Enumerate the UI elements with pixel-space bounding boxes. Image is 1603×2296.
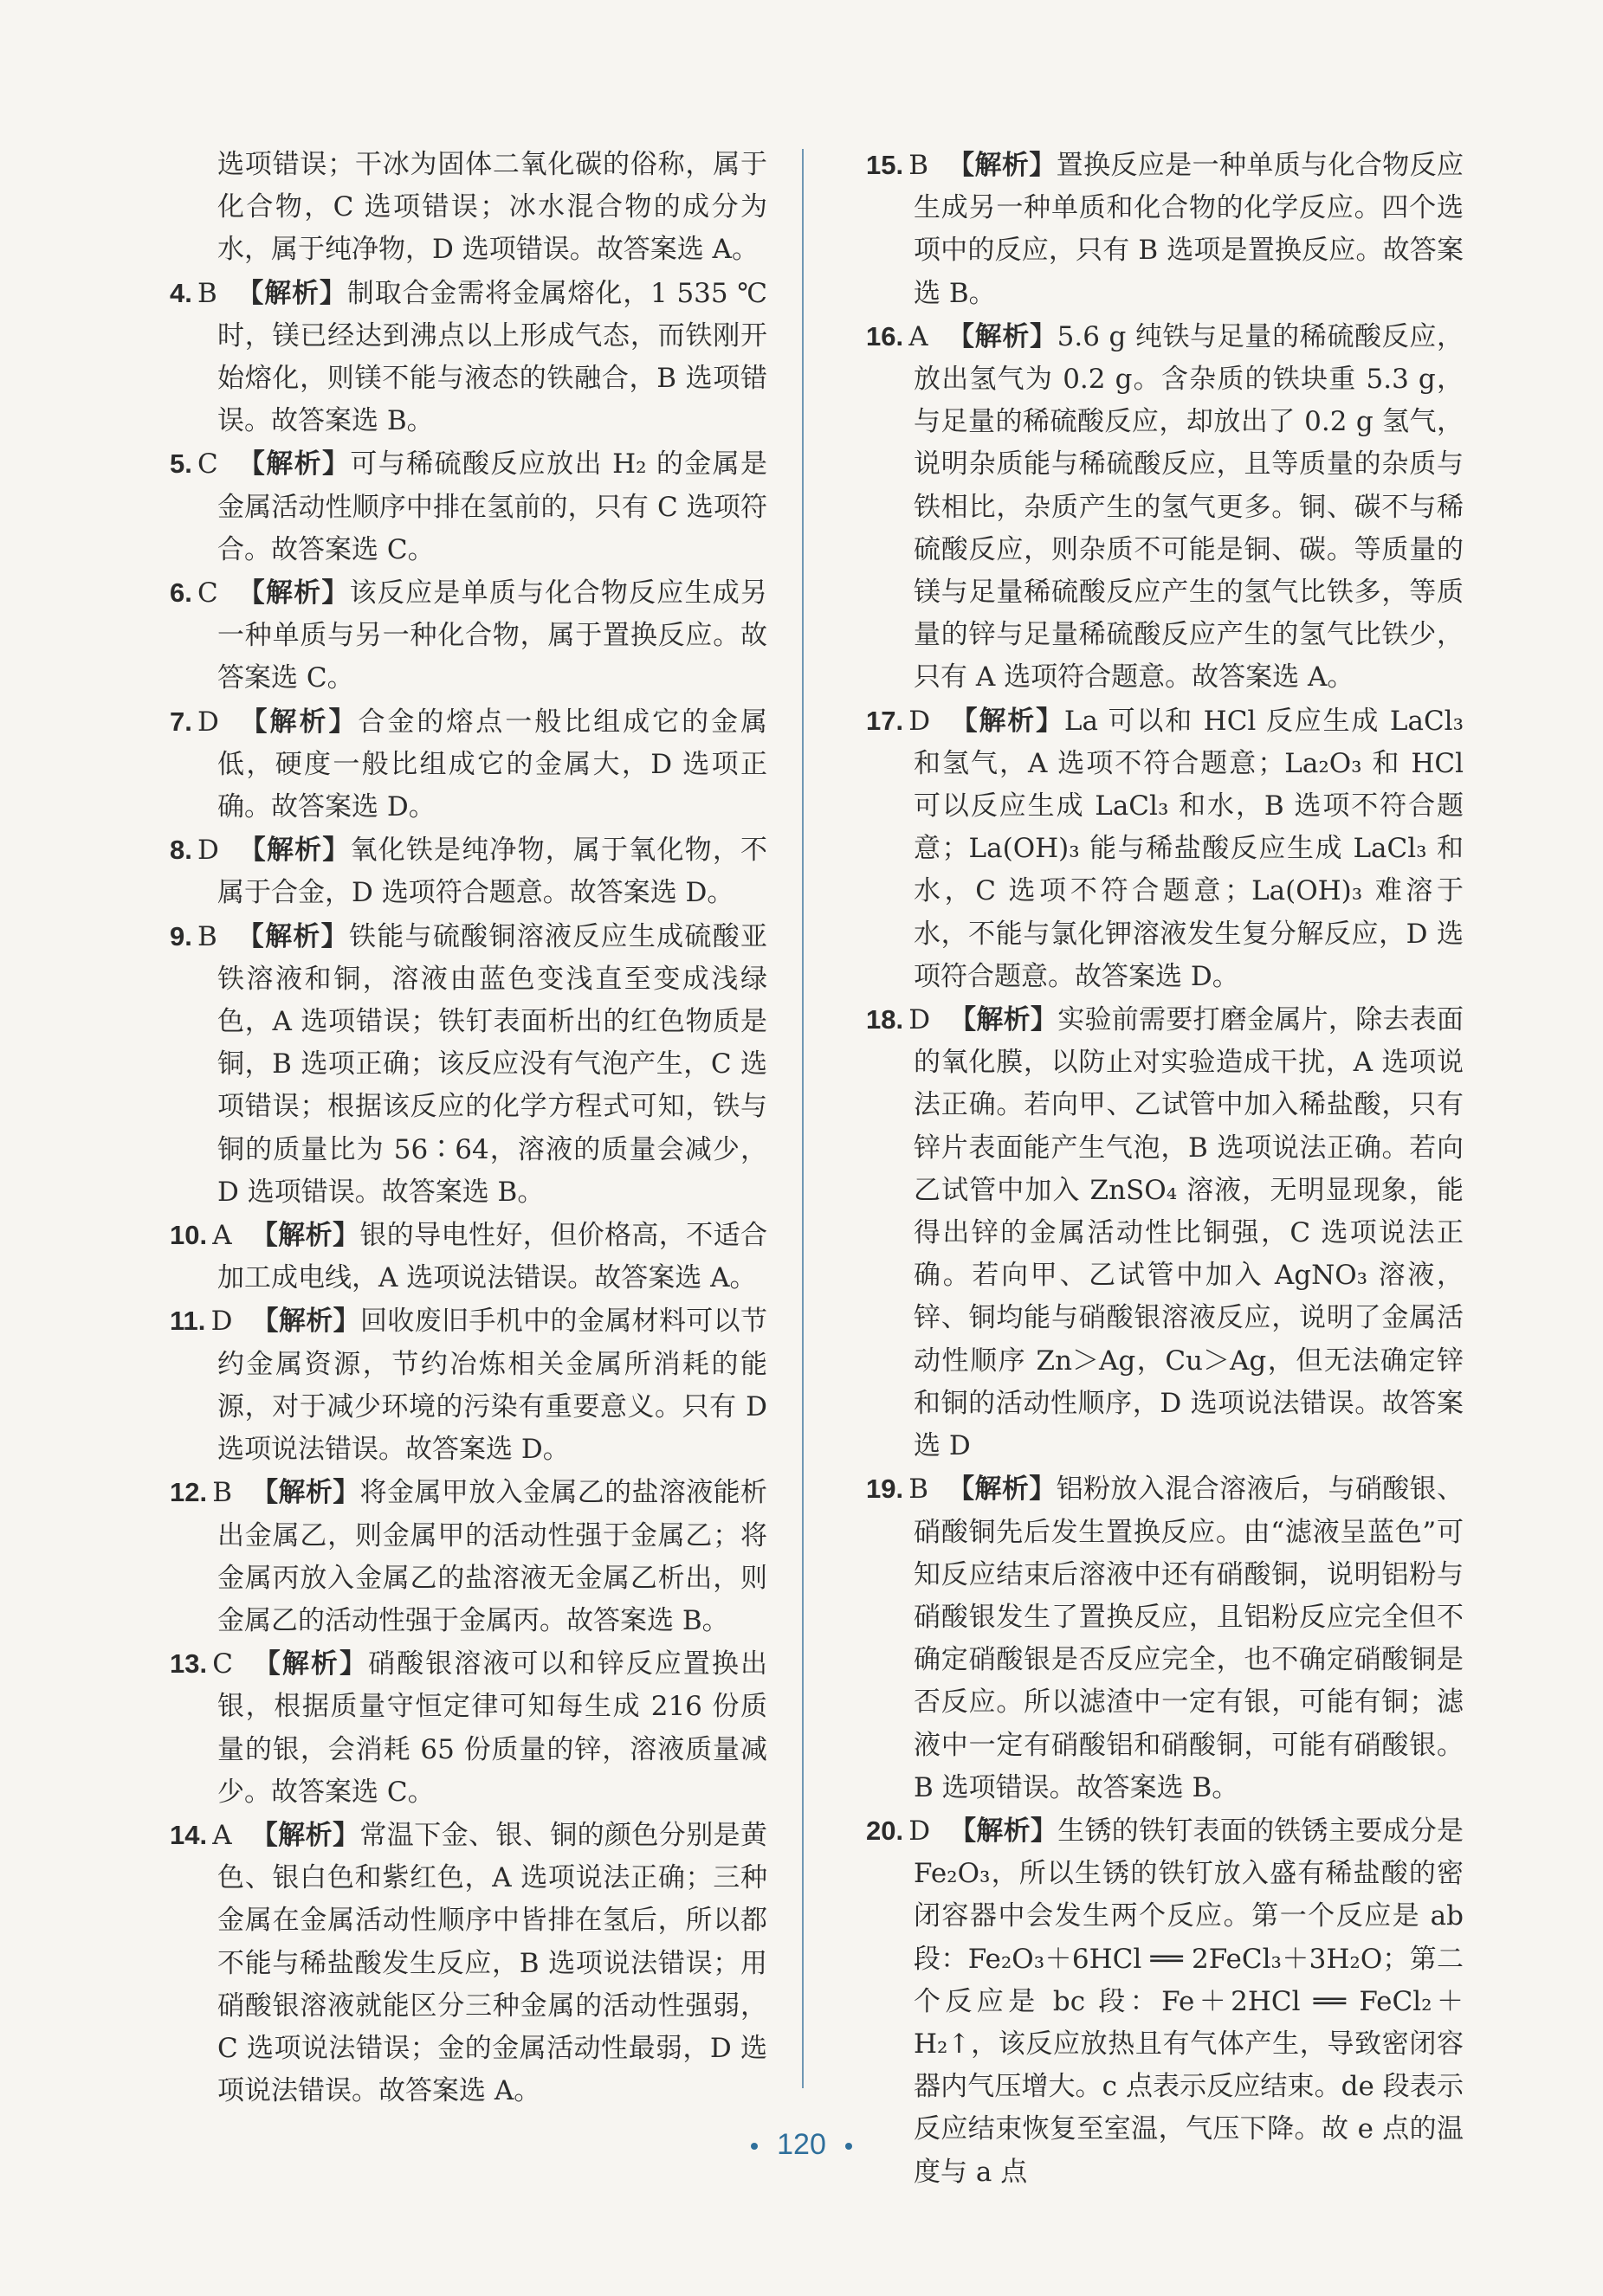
- analysis-tag: 【解析】: [236, 448, 351, 480]
- answer-choice: D: [210, 1306, 233, 1338]
- answer-choice: B: [908, 150, 929, 181]
- question-number: 10.: [170, 1220, 208, 1251]
- question-number: 5.: [170, 448, 192, 480]
- answer-item-12: [170, 1471, 767, 1642]
- analysis-tag: 【解析】: [236, 920, 349, 952]
- right-column: [866, 144, 1464, 2194]
- analysis-tag: 【解析】: [250, 1220, 360, 1252]
- answer-item-18: [866, 998, 1464, 1467]
- answer-item-10: [170, 1214, 767, 1300]
- left-column: [170, 144, 767, 2112]
- answer-text: La 可以和 HCl 反应生成 LaCl₃ 和氢气，A 选项不符合题意；La₂O₃ 和 HCl 可以反应生成 LaCl₃ 和水，B 选项不符合题意；La(OH)₃ 能与稀盐酸反应生成 LaCl₃ 和水，C 选项不符合题意；La(OH)₃ 难溶于水，不能与氯化钾溶液发生复分解反应，D 选项符合题意。故答案选 D。: [914, 705, 1464, 992]
- answer-3-continuation: [170, 144, 767, 272]
- answer-choice: D: [197, 835, 219, 867]
- analysis-tag: 【解析】: [251, 1306, 360, 1338]
- answer-choice: D: [908, 1815, 931, 1847]
- answer-choice: D: [908, 705, 931, 737]
- question-number: 4.: [170, 277, 192, 308]
- question-number: 7.: [170, 706, 192, 737]
- analysis-tag: 【解析】: [947, 150, 1057, 181]
- answer-choice: B: [908, 1474, 929, 1506]
- answer-choice: A: [212, 1220, 232, 1252]
- analysis-tag: 【解析】: [237, 706, 359, 738]
- question-number: 9.: [170, 920, 192, 951]
- answer-choice: C: [197, 448, 218, 480]
- answer-text: 置换反应是一种单质与化合物反应生成另一种单质和化合物的化学反应。四个选项中的反应，只有 B 选项是置换反应。故答案选 B。: [914, 150, 1464, 309]
- answer-text: 铁能与硫酸铜溶液反应生成硫酸亚铁溶液和铜，溶液由蓝色变浅直至变成浅绿色，A 选项错误；铁钉表面析出的红色物质是铜，B 选项正确；该反应没有气泡产生，C 选项错误；根据该反应的化学方程式可知，铁与铜的质量比为 56∶64，溶液的质量会减少，D 选项错误。故答案选 B。: [217, 920, 768, 1208]
- question-number: 11.: [170, 1306, 206, 1337]
- answer-text: 常温下金、银、铜的颜色分别是黄色、银白色和紫红色，A 选项说法正确；三种金属在金属活动性顺序中皆排在氢后，所以都不能与稀盐酸发生反应，B 选项说法错误；用硝酸银溶液就能区分三种金属的活动性强弱，C 选项说法错误；金的金属活动性最弱，D 选项说法错误。故答案选 A。: [217, 1819, 768, 2107]
- answer-text: 合金的熔点一般比组成它的金属低，硬度一般比组成它的金属大，D 选项正确。故答案选 D。: [217, 706, 768, 823]
- answer-choice: C: [212, 1648, 234, 1680]
- analysis-tag: 【解析】: [237, 835, 351, 867]
- answer-text: 该反应是单质与化合物反应生成另一种单质与另一种化合物，属于置换反应。故答案选 C。: [217, 577, 768, 694]
- question-number: 15.: [866, 150, 904, 180]
- answer-text: 制取合金需将金属熔化，1 535 ℃时，镁已经达到沸点以上形成气态，而铁刚开始熔化，则镁不能与液态的铁融合，B 选项错误。故答案选 B。: [217, 277, 768, 437]
- answer-text: 生锈的铁钉表面的铁锈主要成分是 Fe₂O₃，所以生锈的铁钉放入盛有稀盐酸的密闭容器中会发生两个反应。第一个反应是 ab 段：Fe₂O₃＋6HCl ══ 2FeCl₃＋3H₂O；第二个反应是 bc 段：Fe＋2HCl ══ FeCl₂＋H₂↑，该反应放热且有气体产生，导致密闭容器内气压增大。c 点表示反应结束。de 段表示反应结束恢复至室温，气压下降。故 e 点的温度与 a 点: [914, 1815, 1464, 2188]
- answer-item-13: [170, 1642, 767, 1814]
- answer-text: 选项错误；干冰为固体二氧化碳的俗称，属于化合物，C 选项错误；冰水混合物的成分为水，属于纯净物，D 选项错误。故答案选 A。: [217, 149, 767, 266]
- answer-text: 将金属甲放入金属乙的盐溶液能析出金属乙，则金属甲的活动性强于金属乙；将金属丙放入金属乙的盐溶液无金属乙析出，则金属乙的活动性强于金属丙。故答案选 B。: [217, 1477, 768, 1636]
- answer-text: 回收废旧手机中的金属材料可以节约金属资源，节约冶炼相关金属所消耗的能源，对于减少环境的污染有重要意义。只有 D 选项说法错误。故答案选 D。: [217, 1306, 768, 1466]
- answer-item-9: [170, 915, 767, 1214]
- question-number: 20.: [866, 1815, 904, 1846]
- answer-choice: A: [212, 1819, 232, 1851]
- answer-item-16: [866, 315, 1464, 700]
- bullet-dot-icon: [845, 2143, 852, 2150]
- answer-item-19: [866, 1467, 1464, 1809]
- answer-text: 氧化铁是纯净物，属于氧化物，不属于合金，D 选项符合题意。故答案选 D。: [217, 835, 768, 909]
- answer-choice: A: [908, 320, 928, 352]
- analysis-tag: 【解析】: [251, 1648, 369, 1680]
- question-number: 18.: [866, 1004, 904, 1035]
- answer-item-15: [866, 144, 1464, 315]
- question-number: 8.: [170, 835, 192, 866]
- analysis-tag: 【解析】: [948, 705, 1064, 737]
- answer-text: 5.6 g 纯铁与足量的稀硫酸反应，放出氢气为 0.2 g。含杂质的铁块重 5.3 g，与足量的稀硫酸反应，却放出了 0.2 g 氢气，说明杂质能与稀硫酸反应，且等质量的杂质与铁相比，杂质产生的氢气更多。铜、碳不与稀硫酸反应，则杂质不可能是铜、碳。等质量的镁与足量稀硫酸反应产生的氢气比铁多，等质量的锌与足量稀硫酸反应产生的氢气比铁少，只有 A 选项符合题意。故答案选 A。: [914, 320, 1464, 693]
- answer-choice: B: [212, 1477, 233, 1509]
- question-number: 14.: [170, 1819, 208, 1850]
- answer-choice: B: [197, 920, 217, 952]
- answer-choice: D: [908, 1004, 931, 1036]
- analysis-tag: 【解析】: [236, 577, 350, 609]
- question-number: 6.: [170, 577, 192, 609]
- answer-item-5: [170, 442, 767, 571]
- analysis-tag: 【解析】: [250, 1477, 360, 1509]
- answer-choice: D: [197, 706, 219, 738]
- answer-item-14: [170, 1814, 767, 2112]
- answer-text: 可与稀硫酸反应放出 H₂ 的金属是金属活动性顺序中排在氢前的，只有 C 选项符合。故答案选 C。: [217, 448, 767, 565]
- analysis-tag: 【解析】: [948, 1004, 1058, 1036]
- analysis-tag: 【解析】: [236, 277, 347, 309]
- column-divider: [802, 149, 804, 2088]
- question-number: 13.: [170, 1648, 208, 1680]
- question-number: 16.: [866, 320, 904, 351]
- answer-choice: B: [197, 277, 217, 309]
- question-number: 12.: [170, 1477, 208, 1508]
- answer-item-4: [170, 272, 767, 443]
- answer-item-6: [170, 571, 767, 700]
- analysis-tag: 【解析】: [947, 1474, 1057, 1506]
- answer-item-7: [170, 700, 767, 829]
- analysis-tag: 【解析】: [948, 1815, 1058, 1847]
- answer-text: 硝酸银溶液可以和锌反应置换出银，根据质量守恒定律可知每生成 216 份质量的银，会消耗 65 份质量的锌，溶液质量减少。故答案选 C。: [217, 1648, 768, 1808]
- bullet-dot-icon: [751, 2143, 758, 2150]
- question-number: 19.: [866, 1474, 904, 1505]
- answer-item-17: [866, 700, 1464, 998]
- page-number: 120: [777, 2128, 826, 2161]
- answer-text: 铝粉放入混合溶液后，与硝酸银、硝酸铜先后发生置换反应。由“滤液呈蓝色”可知反应结束后溶液中还有硝酸铜，说明铝粉与硝酸银发生了置换反应，且铝粉反应完全但不确定硝酸银是否反应完全，也不确定硝酸铜是否反应。所以滤渣中一定有银，可能有铜；滤液中一定有硝酸铝和硝酸铜，可能有硝酸银。B 选项错误。故答案选 B。: [914, 1474, 1464, 1803]
- analysis-tag: 【解析】: [250, 1819, 360, 1851]
- answer-choice: C: [197, 577, 218, 609]
- analysis-tag: 【解析】: [947, 320, 1057, 352]
- answer-item-8: [170, 829, 767, 914]
- question-number: 17.: [866, 705, 904, 736]
- answer-text: 银的导电性好，但价格高，不适合加工成电线，A 选项说法错误。故答案选 A。: [217, 1220, 768, 1294]
- answer-text: 实验前需要打磨金属片，除去表面的氧化膜，以防止对实验造成干扰，A 选项说法正确。若向甲、乙试管中加入稀盐酸，只有锌片表面能产生气泡，B 选项说法正确。若向乙试管中加入 ZnSO₄ 溶液，无明显现象，能得出锌的金属活动性比铜强，C 选项说法正确。若向甲、乙试管中加入 AgNO₃ 溶液，锌、铜均能与硝酸银溶液反应，说明了金属活动性顺序 Zn＞Ag，Cu＞Ag，但无法确定锌和铜的活动性顺序，D 选项说法错误。故答案选 D: [914, 1004, 1464, 1462]
- answer-item-11: [170, 1300, 767, 1471]
- page-footer: [0, 2128, 1603, 2162]
